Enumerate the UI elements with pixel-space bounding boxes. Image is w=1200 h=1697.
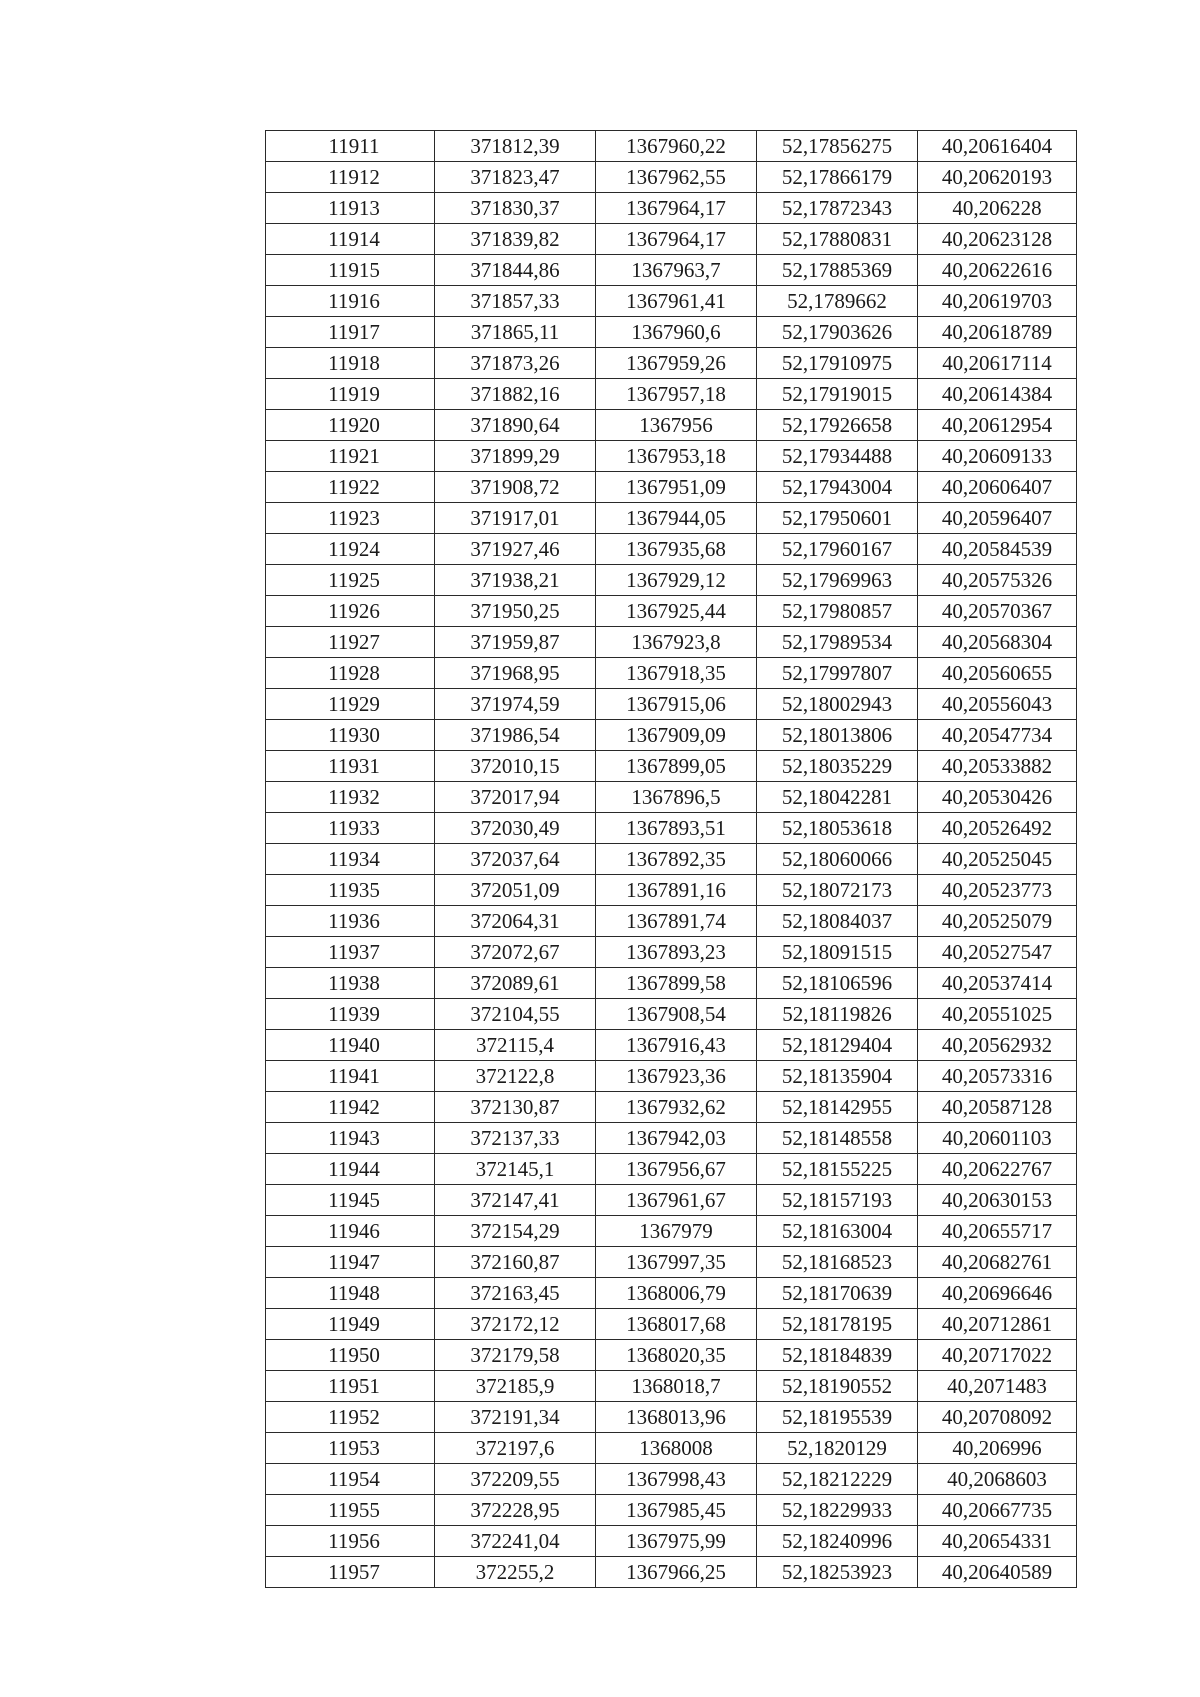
x-coordinate-cell: 371917,01 [435, 503, 596, 534]
y-coordinate-cell: 1367915,06 [596, 689, 757, 720]
y-coordinate-cell: 1367959,26 [596, 348, 757, 379]
latitude-cell: 52,18042281 [757, 782, 918, 813]
point-number-cell: 11941 [266, 1061, 435, 1092]
y-coordinate-cell: 1368017,68 [596, 1309, 757, 1340]
latitude-cell: 52,17960167 [757, 534, 918, 565]
y-coordinate-cell: 1367956 [596, 410, 757, 441]
coordinates-table [265, 130, 1077, 1588]
latitude-cell: 52,18084037 [757, 906, 918, 937]
latitude-cell: 52,1820129 [757, 1433, 918, 1464]
point-number-cell: 11911 [266, 131, 435, 162]
x-coordinate-cell: 371873,26 [435, 348, 596, 379]
latitude-cell: 52,17980857 [757, 596, 918, 627]
y-coordinate-cell: 1367998,43 [596, 1464, 757, 1495]
x-coordinate-cell: 371857,33 [435, 286, 596, 317]
latitude-cell: 52,18157193 [757, 1185, 918, 1216]
longitude-cell: 40,20606407 [918, 472, 1077, 503]
latitude-cell: 52,18002943 [757, 689, 918, 720]
table-row [266, 999, 1077, 1030]
longitude-cell: 40,20527547 [918, 937, 1077, 968]
table-row [266, 1154, 1077, 1185]
table-row [266, 1247, 1077, 1278]
longitude-cell: 40,20526492 [918, 813, 1077, 844]
point-number-cell: 11948 [266, 1278, 435, 1309]
y-coordinate-cell: 1367956,67 [596, 1154, 757, 1185]
x-coordinate-cell: 372030,49 [435, 813, 596, 844]
point-number-cell: 11930 [266, 720, 435, 751]
table-row [266, 1371, 1077, 1402]
longitude-cell: 40,20562932 [918, 1030, 1077, 1061]
table-row [266, 1557, 1077, 1588]
x-coordinate-cell: 372051,09 [435, 875, 596, 906]
longitude-cell: 40,20525079 [918, 906, 1077, 937]
latitude-cell: 52,18229933 [757, 1495, 918, 1526]
x-coordinate-cell: 372160,87 [435, 1247, 596, 1278]
point-number-cell: 11922 [266, 472, 435, 503]
latitude-cell: 52,18091515 [757, 937, 918, 968]
point-number-cell: 11949 [266, 1309, 435, 1340]
longitude-cell: 40,20616404 [918, 131, 1077, 162]
point-number-cell: 11954 [266, 1464, 435, 1495]
latitude-cell: 52,18212229 [757, 1464, 918, 1495]
point-number-cell: 11946 [266, 1216, 435, 1247]
y-coordinate-cell: 1368018,7 [596, 1371, 757, 1402]
y-coordinate-cell: 1367961,67 [596, 1185, 757, 1216]
longitude-cell: 40,20717022 [918, 1340, 1077, 1371]
latitude-cell: 52,17866179 [757, 162, 918, 193]
y-coordinate-cell: 1367908,54 [596, 999, 757, 1030]
y-coordinate-cell: 1367979 [596, 1216, 757, 1247]
x-coordinate-cell: 371959,87 [435, 627, 596, 658]
x-coordinate-cell: 371890,64 [435, 410, 596, 441]
x-coordinate-cell: 371839,82 [435, 224, 596, 255]
x-coordinate-cell: 372228,95 [435, 1495, 596, 1526]
y-coordinate-cell: 1367985,45 [596, 1495, 757, 1526]
y-coordinate-cell: 1367925,44 [596, 596, 757, 627]
table-row [266, 1340, 1077, 1371]
point-number-cell: 11921 [266, 441, 435, 472]
table-row [266, 751, 1077, 782]
y-coordinate-cell: 1367932,62 [596, 1092, 757, 1123]
longitude-cell: 40,20568304 [918, 627, 1077, 658]
longitude-cell: 40,20617114 [918, 348, 1077, 379]
x-coordinate-cell: 371938,21 [435, 565, 596, 596]
y-coordinate-cell: 1367997,35 [596, 1247, 757, 1278]
latitude-cell: 52,17950601 [757, 503, 918, 534]
table-row [266, 1092, 1077, 1123]
longitude-cell: 40,20682761 [918, 1247, 1077, 1278]
point-number-cell: 11914 [266, 224, 435, 255]
table-row [266, 1495, 1077, 1526]
y-coordinate-cell: 1368008 [596, 1433, 757, 1464]
point-number-cell: 11918 [266, 348, 435, 379]
y-coordinate-cell: 1367899,58 [596, 968, 757, 999]
longitude-cell: 40,20620193 [918, 162, 1077, 193]
y-coordinate-cell: 1367957,18 [596, 379, 757, 410]
y-coordinate-cell: 1367964,17 [596, 193, 757, 224]
x-coordinate-cell: 372179,58 [435, 1340, 596, 1371]
x-coordinate-cell: 371882,16 [435, 379, 596, 410]
table-row [266, 968, 1077, 999]
point-number-cell: 11939 [266, 999, 435, 1030]
point-number-cell: 11915 [266, 255, 435, 286]
longitude-cell: 40,20537414 [918, 968, 1077, 999]
longitude-cell: 40,20573316 [918, 1061, 1077, 1092]
x-coordinate-cell: 371974,59 [435, 689, 596, 720]
x-coordinate-cell: 372145,1 [435, 1154, 596, 1185]
longitude-cell: 40,20575326 [918, 565, 1077, 596]
table-row [266, 131, 1077, 162]
table-row [266, 348, 1077, 379]
longitude-cell: 40,206228 [918, 193, 1077, 224]
latitude-cell: 52,18178195 [757, 1309, 918, 1340]
table-row [266, 627, 1077, 658]
x-coordinate-cell: 372122,8 [435, 1061, 596, 1092]
table-row [266, 1402, 1077, 1433]
point-number-cell: 11926 [266, 596, 435, 627]
latitude-cell: 52,18106596 [757, 968, 918, 999]
y-coordinate-cell: 1367942,03 [596, 1123, 757, 1154]
y-coordinate-cell: 1367892,35 [596, 844, 757, 875]
x-coordinate-cell: 372147,41 [435, 1185, 596, 1216]
table-row [266, 937, 1077, 968]
longitude-cell: 40,2068603 [918, 1464, 1077, 1495]
y-coordinate-cell: 1367963,7 [596, 255, 757, 286]
longitude-cell: 40,20556043 [918, 689, 1077, 720]
longitude-cell: 40,20587128 [918, 1092, 1077, 1123]
point-number-cell: 11919 [266, 379, 435, 410]
table-row [266, 1433, 1077, 1464]
x-coordinate-cell: 371968,95 [435, 658, 596, 689]
longitude-cell: 40,2071483 [918, 1371, 1077, 1402]
latitude-cell: 52,17943004 [757, 472, 918, 503]
longitude-cell: 40,20708092 [918, 1402, 1077, 1433]
point-number-cell: 11937 [266, 937, 435, 968]
x-coordinate-cell: 372017,94 [435, 782, 596, 813]
longitude-cell: 40,20667735 [918, 1495, 1077, 1526]
point-number-cell: 11912 [266, 162, 435, 193]
latitude-cell: 52,18163004 [757, 1216, 918, 1247]
point-number-cell: 11957 [266, 1557, 435, 1588]
latitude-cell: 52,17880831 [757, 224, 918, 255]
y-coordinate-cell: 1367944,05 [596, 503, 757, 534]
x-coordinate-cell: 371927,46 [435, 534, 596, 565]
point-number-cell: 11938 [266, 968, 435, 999]
table-row [266, 224, 1077, 255]
longitude-cell: 40,20622616 [918, 255, 1077, 286]
table-row [266, 410, 1077, 441]
latitude-cell: 52,17903626 [757, 317, 918, 348]
y-coordinate-cell: 1367935,68 [596, 534, 757, 565]
y-coordinate-cell: 1367918,35 [596, 658, 757, 689]
point-number-cell: 11936 [266, 906, 435, 937]
table-row [266, 379, 1077, 410]
longitude-cell: 40,20618789 [918, 317, 1077, 348]
longitude-cell: 40,20551025 [918, 999, 1077, 1030]
y-coordinate-cell: 1367960,22 [596, 131, 757, 162]
point-number-cell: 11929 [266, 689, 435, 720]
y-coordinate-cell: 1368020,35 [596, 1340, 757, 1371]
y-coordinate-cell: 1367923,36 [596, 1061, 757, 1092]
y-coordinate-cell: 1367961,41 [596, 286, 757, 317]
latitude-cell: 52,17934488 [757, 441, 918, 472]
x-coordinate-cell: 371899,29 [435, 441, 596, 472]
point-number-cell: 11913 [266, 193, 435, 224]
longitude-cell: 40,20584539 [918, 534, 1077, 565]
point-number-cell: 11933 [266, 813, 435, 844]
x-coordinate-cell: 372241,04 [435, 1526, 596, 1557]
table-row [266, 1464, 1077, 1495]
longitude-cell: 40,20655717 [918, 1216, 1077, 1247]
point-number-cell: 11923 [266, 503, 435, 534]
longitude-cell: 40,20523773 [918, 875, 1077, 906]
latitude-cell: 52,18035229 [757, 751, 918, 782]
y-coordinate-cell: 1367964,17 [596, 224, 757, 255]
table-row [266, 503, 1077, 534]
table-row [266, 534, 1077, 565]
table-row [266, 720, 1077, 751]
x-coordinate-cell: 372089,61 [435, 968, 596, 999]
point-number-cell: 11955 [266, 1495, 435, 1526]
latitude-cell: 52,18168523 [757, 1247, 918, 1278]
x-coordinate-cell: 371830,37 [435, 193, 596, 224]
x-coordinate-cell: 372209,55 [435, 1464, 596, 1495]
latitude-cell: 52,17872343 [757, 193, 918, 224]
longitude-cell: 40,20560655 [918, 658, 1077, 689]
table-row [266, 317, 1077, 348]
x-coordinate-cell: 371986,54 [435, 720, 596, 751]
x-coordinate-cell: 371865,11 [435, 317, 596, 348]
table-row [266, 1278, 1077, 1309]
point-number-cell: 11953 [266, 1433, 435, 1464]
latitude-cell: 52,18142955 [757, 1092, 918, 1123]
table-row [266, 658, 1077, 689]
x-coordinate-cell: 371950,25 [435, 596, 596, 627]
latitude-cell: 52,18129404 [757, 1030, 918, 1061]
latitude-cell: 52,17926658 [757, 410, 918, 441]
table-row [266, 689, 1077, 720]
x-coordinate-cell: 371823,47 [435, 162, 596, 193]
y-coordinate-cell: 1367929,12 [596, 565, 757, 596]
x-coordinate-cell: 372037,64 [435, 844, 596, 875]
latitude-cell: 52,18190552 [757, 1371, 918, 1402]
y-coordinate-cell: 1367966,25 [596, 1557, 757, 1588]
longitude-cell: 40,20630153 [918, 1185, 1077, 1216]
latitude-cell: 52,17919015 [757, 379, 918, 410]
y-coordinate-cell: 1367891,74 [596, 906, 757, 937]
latitude-cell: 52,17989534 [757, 627, 918, 658]
x-coordinate-cell: 372197,6 [435, 1433, 596, 1464]
longitude-cell: 40,20609133 [918, 441, 1077, 472]
table-row [266, 782, 1077, 813]
longitude-cell: 40,20596407 [918, 503, 1077, 534]
y-coordinate-cell: 1367893,51 [596, 813, 757, 844]
table-row [266, 1185, 1077, 1216]
y-coordinate-cell: 1367951,09 [596, 472, 757, 503]
table-row [266, 255, 1077, 286]
x-coordinate-cell: 372185,9 [435, 1371, 596, 1402]
x-coordinate-cell: 372137,33 [435, 1123, 596, 1154]
table-row [266, 844, 1077, 875]
point-number-cell: 11932 [266, 782, 435, 813]
latitude-cell: 52,18195539 [757, 1402, 918, 1433]
x-coordinate-cell: 372064,31 [435, 906, 596, 937]
table-row [266, 875, 1077, 906]
longitude-cell: 40,20623128 [918, 224, 1077, 255]
latitude-cell: 52,18053618 [757, 813, 918, 844]
y-coordinate-cell: 1367893,23 [596, 937, 757, 968]
longitude-cell: 40,20712861 [918, 1309, 1077, 1340]
point-number-cell: 11951 [266, 1371, 435, 1402]
longitude-cell: 40,20601103 [918, 1123, 1077, 1154]
x-coordinate-cell: 372072,67 [435, 937, 596, 968]
point-number-cell: 11952 [266, 1402, 435, 1433]
point-number-cell: 11928 [266, 658, 435, 689]
table-row [266, 1526, 1077, 1557]
longitude-cell: 40,20612954 [918, 410, 1077, 441]
y-coordinate-cell: 1367962,55 [596, 162, 757, 193]
point-number-cell: 11934 [266, 844, 435, 875]
point-number-cell: 11950 [266, 1340, 435, 1371]
longitude-cell: 40,20696646 [918, 1278, 1077, 1309]
longitude-cell: 40,20547734 [918, 720, 1077, 751]
latitude-cell: 52,1789662 [757, 286, 918, 317]
x-coordinate-cell: 371908,72 [435, 472, 596, 503]
point-number-cell: 11925 [266, 565, 435, 596]
table-row [266, 1216, 1077, 1247]
table-row [266, 162, 1077, 193]
point-number-cell: 11917 [266, 317, 435, 348]
longitude-cell: 40,20622767 [918, 1154, 1077, 1185]
y-coordinate-cell: 1367896,5 [596, 782, 757, 813]
latitude-cell: 52,17997807 [757, 658, 918, 689]
longitude-cell: 40,20614384 [918, 379, 1077, 410]
longitude-cell: 40,20525045 [918, 844, 1077, 875]
latitude-cell: 52,18013806 [757, 720, 918, 751]
latitude-cell: 52,17969963 [757, 565, 918, 596]
x-coordinate-cell: 372154,29 [435, 1216, 596, 1247]
point-number-cell: 11942 [266, 1092, 435, 1123]
point-number-cell: 11943 [266, 1123, 435, 1154]
latitude-cell: 52,18170639 [757, 1278, 918, 1309]
longitude-cell: 40,20570367 [918, 596, 1077, 627]
y-coordinate-cell: 1367916,43 [596, 1030, 757, 1061]
table-row [266, 1123, 1077, 1154]
coordinates-table-body [266, 131, 1077, 1588]
y-coordinate-cell: 1367953,18 [596, 441, 757, 472]
point-number-cell: 11920 [266, 410, 435, 441]
table-row [266, 193, 1077, 224]
point-number-cell: 11916 [266, 286, 435, 317]
x-coordinate-cell: 372191,34 [435, 1402, 596, 1433]
longitude-cell: 40,206996 [918, 1433, 1077, 1464]
y-coordinate-cell: 1367975,99 [596, 1526, 757, 1557]
latitude-cell: 52,18072173 [757, 875, 918, 906]
table-row [266, 286, 1077, 317]
point-number-cell: 11940 [266, 1030, 435, 1061]
longitude-cell: 40,20530426 [918, 782, 1077, 813]
latitude-cell: 52,18148558 [757, 1123, 918, 1154]
x-coordinate-cell: 372104,55 [435, 999, 596, 1030]
latitude-cell: 52,18184839 [757, 1340, 918, 1371]
longitude-cell: 40,20654331 [918, 1526, 1077, 1557]
x-coordinate-cell: 372115,4 [435, 1030, 596, 1061]
point-number-cell: 11947 [266, 1247, 435, 1278]
latitude-cell: 52,18119826 [757, 999, 918, 1030]
y-coordinate-cell: 1368006,79 [596, 1278, 757, 1309]
x-coordinate-cell: 372130,87 [435, 1092, 596, 1123]
latitude-cell: 52,18240996 [757, 1526, 918, 1557]
x-coordinate-cell: 372255,2 [435, 1557, 596, 1588]
y-coordinate-cell: 1367960,6 [596, 317, 757, 348]
x-coordinate-cell: 372163,45 [435, 1278, 596, 1309]
y-coordinate-cell: 1367891,16 [596, 875, 757, 906]
table-row [266, 565, 1077, 596]
latitude-cell: 52,18135904 [757, 1061, 918, 1092]
y-coordinate-cell: 1367923,8 [596, 627, 757, 658]
longitude-cell: 40,20619703 [918, 286, 1077, 317]
table-row [266, 906, 1077, 937]
point-number-cell: 11924 [266, 534, 435, 565]
table-row [266, 596, 1077, 627]
point-number-cell: 11935 [266, 875, 435, 906]
latitude-cell: 52,18060066 [757, 844, 918, 875]
table-row [266, 472, 1077, 503]
longitude-cell: 40,20640589 [918, 1557, 1077, 1588]
x-coordinate-cell: 371812,39 [435, 131, 596, 162]
point-number-cell: 11945 [266, 1185, 435, 1216]
y-coordinate-cell: 1368013,96 [596, 1402, 757, 1433]
latitude-cell: 52,17885369 [757, 255, 918, 286]
longitude-cell: 40,20533882 [918, 751, 1077, 782]
point-number-cell: 11944 [266, 1154, 435, 1185]
latitude-cell: 52,17856275 [757, 131, 918, 162]
table-row [266, 1030, 1077, 1061]
x-coordinate-cell: 371844,86 [435, 255, 596, 286]
table-row [266, 813, 1077, 844]
latitude-cell: 52,18253923 [757, 1557, 918, 1588]
latitude-cell: 52,17910975 [757, 348, 918, 379]
y-coordinate-cell: 1367899,05 [596, 751, 757, 782]
table-row [266, 1309, 1077, 1340]
x-coordinate-cell: 372010,15 [435, 751, 596, 782]
point-number-cell: 11956 [266, 1526, 435, 1557]
point-number-cell: 11931 [266, 751, 435, 782]
x-coordinate-cell: 372172,12 [435, 1309, 596, 1340]
table-row [266, 441, 1077, 472]
table-row [266, 1061, 1077, 1092]
latitude-cell: 52,18155225 [757, 1154, 918, 1185]
y-coordinate-cell: 1367909,09 [596, 720, 757, 751]
point-number-cell: 11927 [266, 627, 435, 658]
